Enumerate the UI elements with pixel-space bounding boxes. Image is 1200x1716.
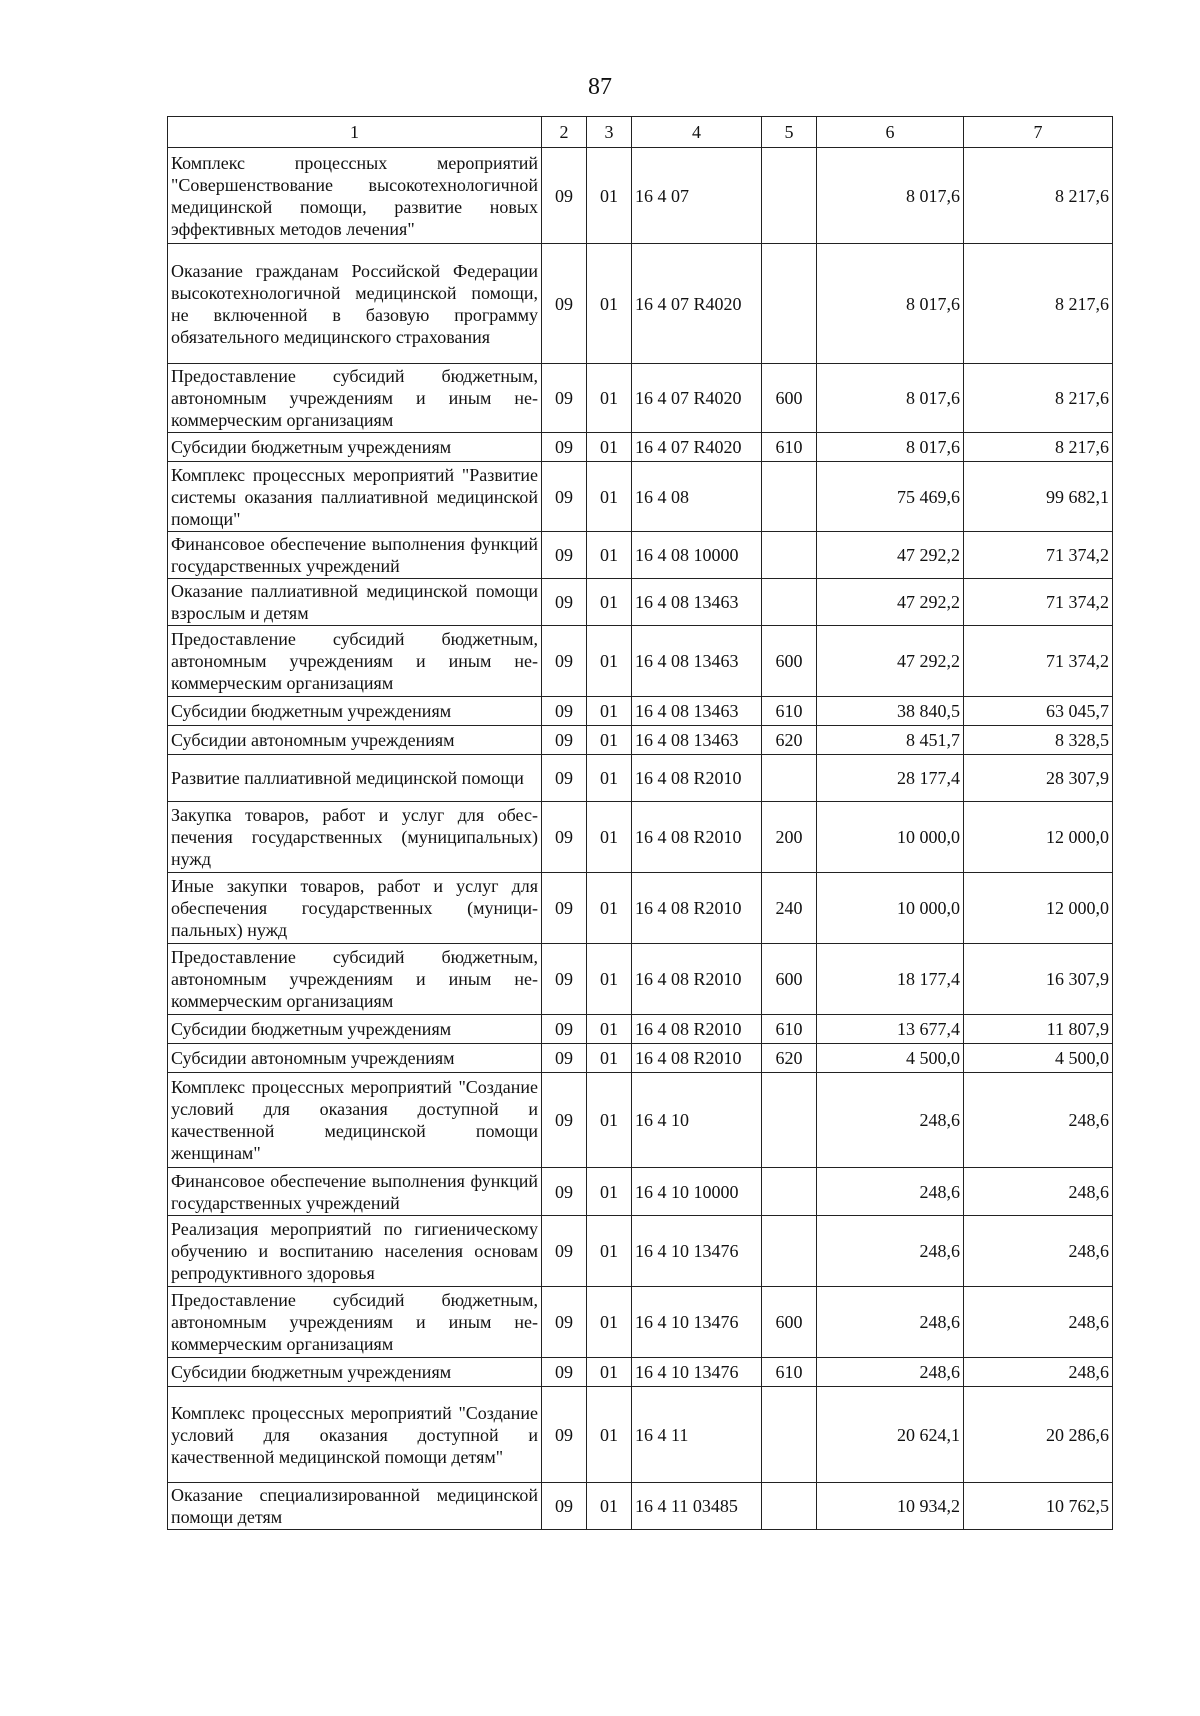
amount-year-1-cell: 13 677,4	[817, 1015, 964, 1044]
section-code-cell: 09	[542, 1044, 587, 1073]
column-header-3: 3	[587, 117, 632, 148]
table-row	[168, 433, 1113, 462]
expense-type-cell	[762, 532, 817, 579]
table-row	[168, 1483, 1113, 1530]
subsection-code-cell: 01	[587, 944, 632, 1015]
subsection-code-cell: 01	[587, 802, 632, 873]
section-code-cell: 09	[542, 364, 587, 433]
column-header-2: 2	[542, 117, 587, 148]
expense-type-cell: 610	[762, 1358, 817, 1387]
amount-year-2-cell: 8 217,6	[964, 364, 1113, 433]
row-name-cell: Оказание гражданам Российской Федерации высокотехнологичной медицинской помощи, не включенной в базовую программу обязательного медицинского страхования	[168, 244, 542, 364]
section-code-cell: 09	[542, 433, 587, 462]
target-article-cell: 16 4 07 R4020	[632, 244, 762, 364]
row-name-cell: Субсидии бюджетным учреждениям	[168, 697, 542, 726]
expense-type-cell: 200	[762, 802, 817, 873]
amount-year-2-cell: 63 045,7	[964, 697, 1113, 726]
target-article-cell: 16 4 08 R2010	[632, 755, 762, 802]
subsection-code-cell: 01	[587, 244, 632, 364]
section-code-cell: 09	[542, 579, 587, 626]
subsection-code-cell: 01	[587, 726, 632, 755]
amount-year-1-cell: 18 177,4	[817, 944, 964, 1015]
target-article-cell: 16 4 08 10000	[632, 532, 762, 579]
expense-type-cell	[762, 579, 817, 626]
target-article-cell: 16 4 08 R2010	[632, 1015, 762, 1044]
expense-type-cell	[762, 1387, 817, 1483]
table-row	[168, 462, 1113, 532]
target-article-cell: 16 4 07 R4020	[632, 433, 762, 462]
amount-year-2-cell: 248,6	[964, 1358, 1113, 1387]
row-name-cell: Предоставление субсидий бюджетным, автономным учреждениям и иным некоммерческим организациям	[168, 1287, 542, 1358]
target-article-cell: 16 4 08 R2010	[632, 802, 762, 873]
amount-year-2-cell: 8 328,5	[964, 726, 1113, 755]
row-name-cell: Субсидии автономным учреждениям	[168, 726, 542, 755]
table-row	[168, 873, 1113, 944]
row-name-cell: Оказание паллиативной медицинской помощи взрослым и детям	[168, 579, 542, 626]
amount-year-2-cell: 71 374,2	[964, 532, 1113, 579]
table-row	[168, 364, 1113, 433]
column-header-4: 4	[632, 117, 762, 148]
subsection-code-cell: 01	[587, 1483, 632, 1530]
amount-year-1-cell: 8 017,6	[817, 148, 964, 244]
amount-year-1-cell: 8 017,6	[817, 244, 964, 364]
table-row	[168, 244, 1113, 364]
row-name-cell: Предоставление субсидий бюджетным, автономным учреждениям и иным некоммерческим организациям	[168, 944, 542, 1015]
section-code-cell: 09	[542, 755, 587, 802]
row-name-cell: Предоставление субсидий бюджетным, автономным учреждениям и иным некоммерческим организациям	[168, 626, 542, 697]
expense-type-cell: 620	[762, 1044, 817, 1073]
row-name-cell: Субсидии бюджетным учреждениям	[168, 1015, 542, 1044]
section-code-cell: 09	[542, 944, 587, 1015]
expense-type-cell: 620	[762, 726, 817, 755]
target-article-cell: 16 4 08 13463	[632, 626, 762, 697]
amount-year-1-cell: 28 177,4	[817, 755, 964, 802]
target-article-cell: 16 4 08 13463	[632, 726, 762, 755]
amount-year-2-cell: 71 374,2	[964, 579, 1113, 626]
amount-year-2-cell: 71 374,2	[964, 626, 1113, 697]
amount-year-2-cell: 28 307,9	[964, 755, 1113, 802]
row-name-cell: Развитие паллиативной медицинской помощи	[168, 755, 542, 802]
amount-year-1-cell: 10 000,0	[817, 873, 964, 944]
expense-type-cell	[762, 462, 817, 532]
budget-table	[167, 116, 1113, 1530]
section-code-cell: 09	[542, 532, 587, 579]
row-name-cell: Комплекс процессных мероприятий "Создание условий для оказания доступной и качественной медицинской помощи женщинам"	[168, 1073, 542, 1168]
amount-year-1-cell: 20 624,1	[817, 1387, 964, 1483]
row-name-cell: Субсидии автономным учреждениям	[168, 1044, 542, 1073]
table-row	[168, 532, 1113, 579]
amount-year-1-cell: 47 292,2	[817, 532, 964, 579]
amount-year-1-cell: 10 934,2	[817, 1483, 964, 1530]
amount-year-2-cell: 248,6	[964, 1073, 1113, 1168]
expense-type-cell	[762, 148, 817, 244]
expense-type-cell: 600	[762, 944, 817, 1015]
target-article-cell: 16 4 07	[632, 148, 762, 244]
column-header-7: 7	[964, 117, 1113, 148]
table-row	[168, 697, 1113, 726]
row-name-cell: Комплекс процессных мероприятий "Создание условий для оказания доступной и качественной медицинской помощи детям"	[168, 1387, 542, 1483]
expense-type-cell	[762, 1216, 817, 1287]
amount-year-2-cell: 8 217,6	[964, 433, 1113, 462]
subsection-code-cell: 01	[587, 148, 632, 244]
subsection-code-cell: 01	[587, 1015, 632, 1044]
section-code-cell: 09	[542, 148, 587, 244]
subsection-code-cell: 01	[587, 433, 632, 462]
amount-year-1-cell: 248,6	[817, 1216, 964, 1287]
table-row	[168, 1358, 1113, 1387]
expense-type-cell: 240	[762, 873, 817, 944]
row-name-cell: Финансовое обеспечение выполнения функций государственных учреждений	[168, 532, 542, 579]
amount-year-2-cell: 99 682,1	[964, 462, 1113, 532]
expense-type-cell: 600	[762, 626, 817, 697]
table-row	[168, 1287, 1113, 1358]
section-code-cell: 09	[542, 1358, 587, 1387]
column-header-6: 6	[817, 117, 964, 148]
expense-type-cell: 610	[762, 433, 817, 462]
amount-year-1-cell: 248,6	[817, 1168, 964, 1216]
subsection-code-cell: 01	[587, 873, 632, 944]
amount-year-2-cell: 12 000,0	[964, 802, 1113, 873]
subsection-code-cell: 01	[587, 1358, 632, 1387]
amount-year-2-cell: 248,6	[964, 1216, 1113, 1287]
subsection-code-cell: 01	[587, 532, 632, 579]
target-article-cell: 16 4 10 10000	[632, 1168, 762, 1216]
table-body	[168, 148, 1113, 1530]
table-row	[168, 802, 1113, 873]
amount-year-2-cell: 16 307,9	[964, 944, 1113, 1015]
subsection-code-cell: 01	[587, 1287, 632, 1358]
section-code-cell: 09	[542, 1168, 587, 1216]
amount-year-1-cell: 248,6	[817, 1073, 964, 1168]
row-name-cell: Комплекс процессных мероприятий "Совершенствование высокотехнологичной медицинской помощи, развитие новых эффективных методов лечения"	[168, 148, 542, 244]
section-code-cell: 09	[542, 244, 587, 364]
amount-year-2-cell: 10 762,5	[964, 1483, 1113, 1530]
expense-type-cell	[762, 755, 817, 802]
table-row	[168, 1387, 1113, 1483]
amount-year-2-cell: 248,6	[964, 1168, 1113, 1216]
subsection-code-cell: 01	[587, 1387, 632, 1483]
section-code-cell: 09	[542, 1073, 587, 1168]
row-name-cell: Субсидии бюджетным учреждениям	[168, 433, 542, 462]
section-code-cell: 09	[542, 873, 587, 944]
amount-year-2-cell: 20 286,6	[964, 1387, 1113, 1483]
row-name-cell: Оказание специализированной медицинской помощи детям	[168, 1483, 542, 1530]
subsection-code-cell: 01	[587, 462, 632, 532]
amount-year-1-cell: 8 017,6	[817, 433, 964, 462]
amount-year-2-cell: 8 217,6	[964, 244, 1113, 364]
target-article-cell: 16 4 11 03485	[632, 1483, 762, 1530]
subsection-code-cell: 01	[587, 579, 632, 626]
target-article-cell: 16 4 08	[632, 462, 762, 532]
amount-year-2-cell: 11 807,9	[964, 1015, 1113, 1044]
section-code-cell: 09	[542, 697, 587, 726]
section-code-cell: 09	[542, 1387, 587, 1483]
row-name-cell: Субсидии бюджетным учреждениям	[168, 1358, 542, 1387]
expense-type-cell: 610	[762, 1015, 817, 1044]
amount-year-1-cell: 38 840,5	[817, 697, 964, 726]
section-code-cell: 09	[542, 1015, 587, 1044]
row-name-cell: Финансовое обеспечение выполнения функций государственных учреждений	[168, 1168, 542, 1216]
amount-year-2-cell: 8 217,6	[964, 148, 1113, 244]
column-header-1: 1	[168, 117, 542, 148]
target-article-cell: 16 4 08 R2010	[632, 944, 762, 1015]
row-name-cell: Иные закупки товаров, работ и услуг для обеспечения государственных (муниципальных) нужд	[168, 873, 542, 944]
amount-year-1-cell: 248,6	[817, 1358, 964, 1387]
row-name-cell: Реализация мероприятий по гигиеническому обучению и воспитанию населения основам репродуктивного здоровья	[168, 1216, 542, 1287]
subsection-code-cell: 01	[587, 1216, 632, 1287]
section-code-cell: 09	[542, 1216, 587, 1287]
subsection-code-cell: 01	[587, 697, 632, 726]
target-article-cell: 16 4 11	[632, 1387, 762, 1483]
amount-year-2-cell: 12 000,0	[964, 873, 1113, 944]
table-row	[168, 626, 1113, 697]
target-article-cell: 16 4 07 R4020	[632, 364, 762, 433]
subsection-code-cell: 01	[587, 1073, 632, 1168]
table-row	[168, 944, 1113, 1015]
header-row	[168, 117, 1113, 148]
row-name-cell: Комплекс процессных мероприятий "Развитие системы оказания паллиативной медицинской помощи"	[168, 462, 542, 532]
section-code-cell: 09	[542, 462, 587, 532]
expense-type-cell	[762, 1483, 817, 1530]
subsection-code-cell: 01	[587, 364, 632, 433]
amount-year-1-cell: 47 292,2	[817, 579, 964, 626]
amount-year-1-cell: 47 292,2	[817, 626, 964, 697]
table-row	[168, 726, 1113, 755]
table-row	[168, 148, 1113, 244]
expense-type-cell	[762, 244, 817, 364]
column-header-5: 5	[762, 117, 817, 148]
section-code-cell: 09	[542, 802, 587, 873]
expense-type-cell	[762, 1168, 817, 1216]
amount-year-1-cell: 248,6	[817, 1287, 964, 1358]
table-row	[168, 1073, 1113, 1168]
target-article-cell: 16 4 10	[632, 1073, 762, 1168]
target-article-cell: 16 4 08 13463	[632, 579, 762, 626]
section-code-cell: 09	[542, 626, 587, 697]
table-row	[168, 579, 1113, 626]
row-name-cell: Закупка товаров, работ и услуг для обеспечения государственных (муниципальных) нужд	[168, 802, 542, 873]
table-row	[168, 1216, 1113, 1287]
subsection-code-cell: 01	[587, 626, 632, 697]
target-article-cell: 16 4 10 13476	[632, 1216, 762, 1287]
expense-type-cell	[762, 1073, 817, 1168]
table-row	[168, 1015, 1113, 1044]
amount-year-1-cell: 8 451,7	[817, 726, 964, 755]
expense-type-cell: 610	[762, 697, 817, 726]
row-name-cell: Предоставление субсидий бюджетным, автономным учреждениям и иным некоммерческим организациям	[168, 364, 542, 433]
section-code-cell: 09	[542, 1287, 587, 1358]
target-article-cell: 16 4 08 R2010	[632, 1044, 762, 1073]
amount-year-2-cell: 248,6	[964, 1287, 1113, 1358]
table-row	[168, 1044, 1113, 1073]
amount-year-1-cell: 10 000,0	[817, 802, 964, 873]
target-article-cell: 16 4 10 13476	[632, 1358, 762, 1387]
target-article-cell: 16 4 08 R2010	[632, 873, 762, 944]
amount-year-1-cell: 75 469,6	[817, 462, 964, 532]
section-code-cell: 09	[542, 1483, 587, 1530]
subsection-code-cell: 01	[587, 1168, 632, 1216]
page-number: 87	[588, 74, 612, 100]
expense-type-cell: 600	[762, 1287, 817, 1358]
subsection-code-cell: 01	[587, 1044, 632, 1073]
amount-year-2-cell: 4 500,0	[964, 1044, 1113, 1073]
subsection-code-cell: 01	[587, 755, 632, 802]
target-article-cell: 16 4 08 13463	[632, 697, 762, 726]
table-row	[168, 1168, 1113, 1216]
target-article-cell: 16 4 10 13476	[632, 1287, 762, 1358]
table-row	[168, 755, 1113, 802]
expense-type-cell: 600	[762, 364, 817, 433]
amount-year-1-cell: 8 017,6	[817, 364, 964, 433]
amount-year-1-cell: 4 500,0	[817, 1044, 964, 1073]
section-code-cell: 09	[542, 726, 587, 755]
